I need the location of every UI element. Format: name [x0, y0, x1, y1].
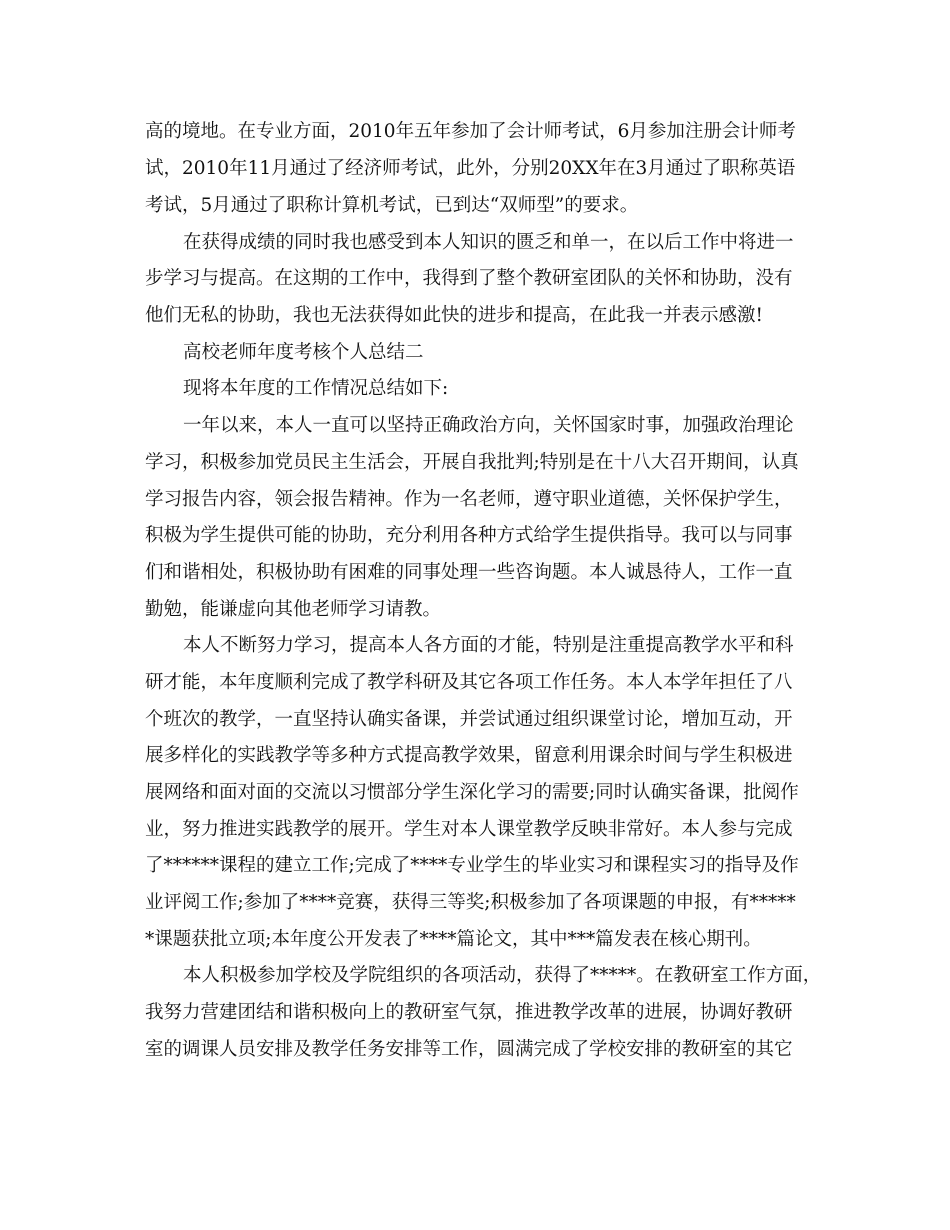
text-line: 业，努力推进实践教学的展开。学生对本人课堂教学反映非常好。本人参与完成: [145, 819, 793, 840]
paragraph-first-line: 在获得成绩的同时我也感受到本人知识的匮乏和单一，在以后工作中将进一: [183, 232, 794, 253]
text-line: 们和谐相处，积极协助有困难的同事处理一些咨询题。本人诚恳待人，工作一直: [145, 562, 793, 583]
text-line: 勤勉，能谦虚向其他老师学习请教。: [145, 599, 442, 620]
text-line: 个班次的教学，一直坚持认确实备课，并尝试通过组织课堂讨论，增加互动，开: [145, 709, 793, 730]
text-line: 试，2010年11月通过了经济师考试，此外，分别20XX年在3月通过了职称英语: [145, 158, 796, 179]
intro-line: 现将本年度的工作情况总结如下:: [183, 378, 449, 399]
text-line: 步学习与提高。在这期的工作中，我得到了整个教研室团队的关怀和协助，没有: [145, 268, 793, 289]
text-line: 室的调课人员安排及教学任务安排等工作，圆满完成了学校安排的教研室的其它: [145, 1039, 793, 1060]
text-line: 研才能，本年度顺利完成了教学科研及其它各项工作任务。本人本学年担任了八: [145, 672, 793, 693]
text-line: 了******课程的建立工作;完成了****专业学生的毕业实习和课程实习的指导及作: [145, 855, 799, 876]
paragraph-first-line: 本人积极参加学校及学院组织的各项活动，获得了*****。在教研室工作方面，: [183, 965, 822, 986]
text-line: 展多样化的实践教学等多种方式提高教学效果，留意利用课余时间与学生积极进: [145, 745, 793, 766]
text-line: 学习报告内容，领会报告精神。作为一名老师，遵守职业道德，关怀保护学生，: [145, 489, 793, 510]
text-line: 展网络和面对面的交流以习惯部分学生深化学习的需要;同时认确实备课，批阅作: [145, 782, 799, 803]
section-heading: 高校老师年度考核个人总结二: [183, 342, 424, 363]
text-line: 积极为学生提供可能的协助，充分利用各种方式给学生提供指导。我可以与同事: [145, 525, 793, 546]
text-line: 他们无私的协助，我也无法获得如此快的进步和提高，在此我一并表示感激!: [145, 305, 763, 326]
paragraph-first-line: 一年以来，本人一直可以坚持正确政治方向，关怀国家时事，加强政治理论: [183, 415, 794, 436]
text-line: 我努力营建团结和谐积极向上的教研室气氛，推进教学改革的进展，协调好教研: [145, 1002, 793, 1023]
text-line: 学习，积极参加党员民主生活会，开展自我批判;特别是在十八大召开期间，认真: [145, 452, 799, 473]
paragraph-first-line: 本人不断努力学习，提高本人各方面的才能，特别是注重提高教学水平和科: [183, 635, 794, 656]
text-line: *课题获批立项;本年度公开发表了****篇论文，其中***篇发表在核心期刊。: [145, 929, 762, 950]
text-line: 考试，5月通过了职称计算机考试，已到达“双师型”的要求。: [145, 195, 639, 216]
text-line: 高的境地。在专业方面，2010年五年参加了会计师考试，6月参加注册会计师考: [145, 121, 796, 142]
text-line: 业评阅工作;参加了****竞赛，获得三等奖;积极参加了各项课题的申报，有*****: [145, 892, 796, 913]
